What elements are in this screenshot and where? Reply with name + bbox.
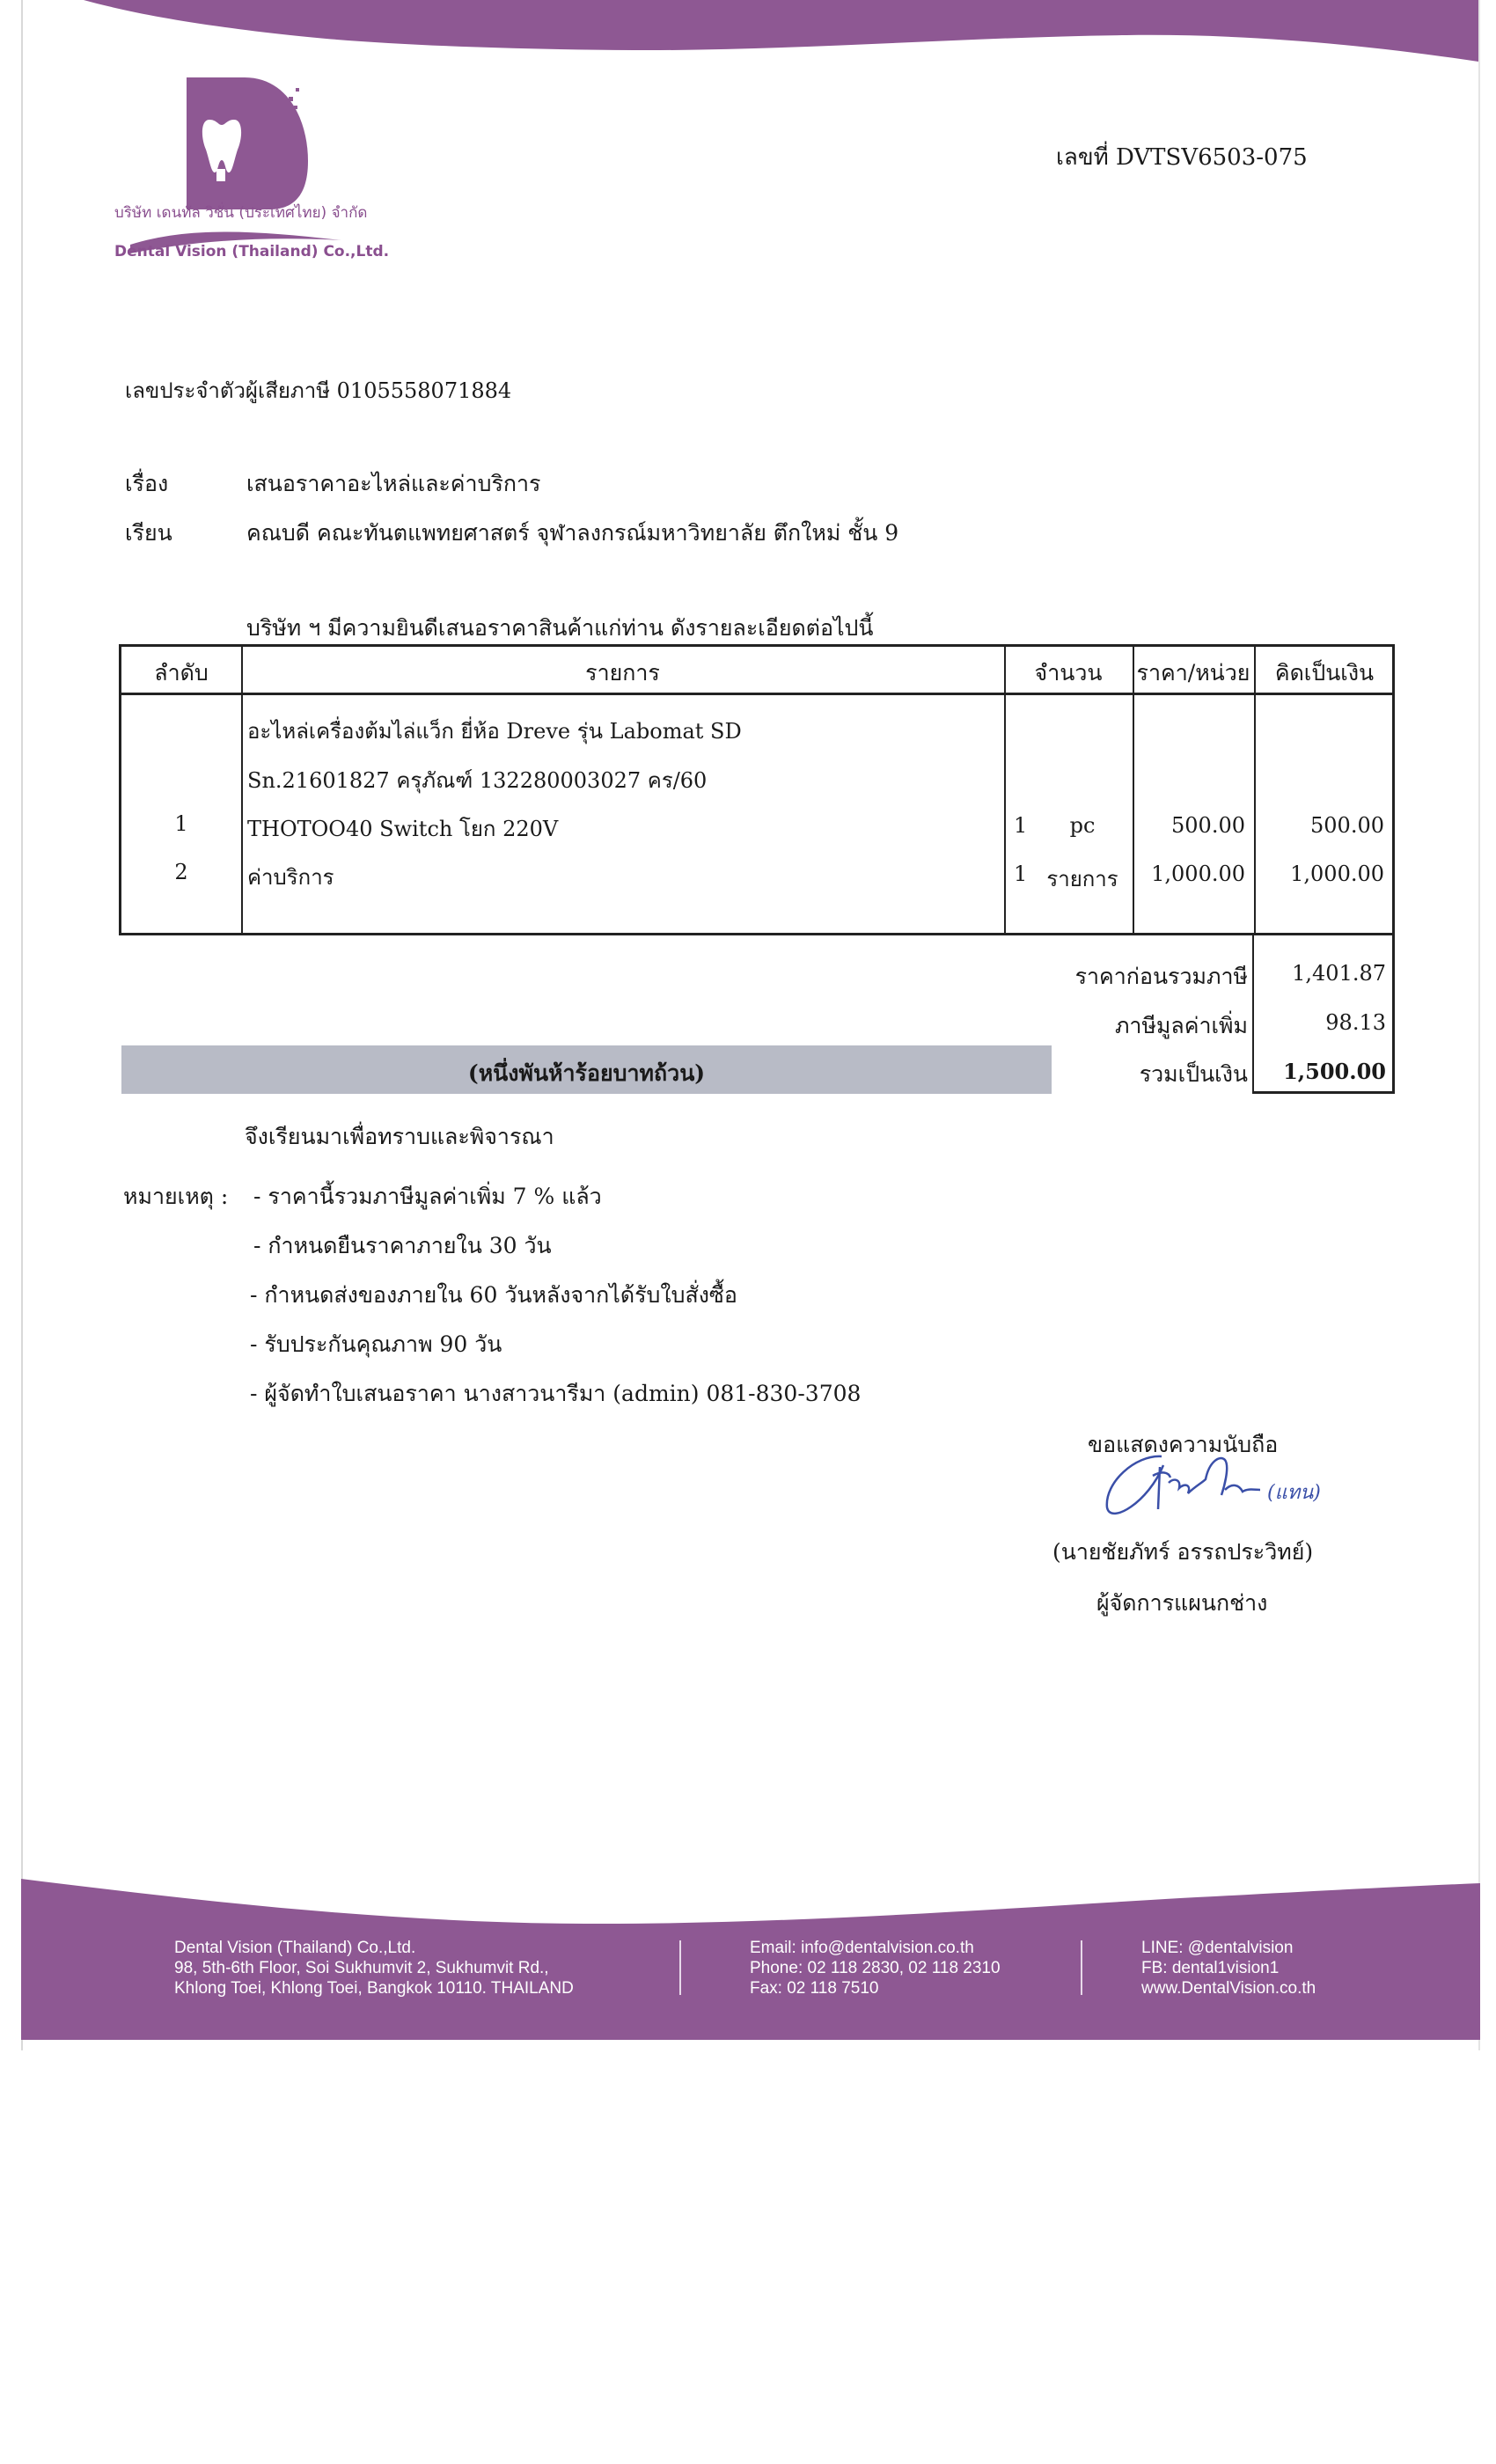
footer-contact	[750, 1938, 1001, 1998]
subtotal-value: 1,401.87	[1292, 961, 1386, 986]
footer-line-id: LINE: @dentalvision	[1141, 1939, 1294, 1957]
remark-item: - กำหนดส่งของภายใน 60 วันหลังจากได้รับใบสั่งซื้อ	[250, 1282, 737, 1308]
row-amount: 500.00	[1310, 813, 1384, 838]
intro-text: บริษัท ฯ มีความยินดีเสนอราคาสินค้าแก่ท่าน ดังรายละเอียดต่อไปนี้	[246, 615, 874, 641]
remark-item: - ผู้จัดทำใบเสนอราคา นางสาวนารีมา (admin) 081-830-3708	[250, 1381, 862, 1406]
total-in-words: (หนึ่งพันห้าร้อยบาทถ้วน)	[467, 1060, 706, 1086]
signer-title: ผู้จัดการแผนกช่าง	[1096, 1590, 1268, 1616]
header-unit-price: ราคา/หน่วย	[1136, 660, 1250, 686]
vat-label: ภาษีมูลค่าเพิ่ม	[1114, 1013, 1248, 1038]
page-edge-left	[21, 0, 23, 2050]
item-description-line: อะไหล่เครื่องต้มไล่แว็ก ยี่ห้อ Dreve รุ่น Labomat SD	[247, 719, 742, 744]
row-qty: 1	[1014, 813, 1028, 838]
row-unit: รายการ	[1046, 867, 1118, 891]
subject-label: เรื่อง	[125, 471, 169, 496]
total-label: รวมเป็นเงิน	[1139, 1061, 1248, 1087]
header-qty: จำนวน	[1034, 660, 1103, 686]
logo-company-name-th: บริษัท เดนทัล วิชั่น (ประเทศไทย) จำกัด	[114, 204, 368, 222]
recipient-label: เรียน	[125, 520, 172, 546]
footer-line: Khlong Toei, Khlong Toei, Bangkok 10110. THAILAND	[174, 1979, 574, 1998]
items-table	[119, 644, 1395, 935]
header-divider	[121, 693, 1392, 695]
footer-line: Dental Vision (Thailand) Co.,Ltd.	[174, 1939, 416, 1957]
logo-company-name-en: Dental Vision (Thailand) Co.,Ltd.	[114, 243, 390, 260]
footer-line: 98, 5th-6th Floor, Soi Sukhumvit 2, Sukhumvit Rd.,	[174, 1959, 549, 1977]
total-in-words-band	[121, 1045, 1052, 1094]
header-amount: คิดเป็นเงิน	[1274, 660, 1375, 686]
signature-note: (แทน)	[1267, 1482, 1321, 1504]
tooth-d-logo-icon	[113, 69, 368, 271]
footer-divider	[679, 1940, 681, 1995]
subtotal-label: ราคาก่อนรวมภาษี	[1074, 964, 1248, 989]
row-unit-price: 1,000.00	[1151, 862, 1245, 886]
row-qty: 1	[1014, 862, 1028, 886]
document-number: เลขที่ DVTSV6503-075	[1056, 144, 1308, 171]
vat-value: 98.13	[1325, 1010, 1386, 1035]
header-item: รายการ	[585, 660, 660, 686]
row-unit-price: 500.00	[1171, 813, 1245, 838]
footer-phone: Phone: 02 118 2830, 02 118 2310	[750, 1959, 1001, 1977]
remark-item: - รับประกันคุณภาพ 90 วัน	[250, 1331, 502, 1357]
row-amount: 1,000.00	[1290, 862, 1384, 886]
remarks-label: หมายเหตุ :	[123, 1184, 229, 1209]
footer-website: www.DentalVision.co.th	[1141, 1979, 1316, 1998]
header-band	[0, 0, 1496, 70]
subject-text: เสนอราคาอะไหล่และค่าบริการ	[246, 471, 541, 496]
footer-email: Email: info@dentalvision.co.th	[750, 1939, 974, 1957]
footer-divider	[1081, 1940, 1082, 1995]
regards-text: ขอแสดงความนับถือ	[1088, 1432, 1279, 1457]
footer-facebook: FB: dental1vision1	[1141, 1959, 1280, 1977]
remark-item: - กำหนดยืนราคาภายใน 30 วัน	[253, 1233, 552, 1258]
recipient-text: คณบดี คณะทันตแพทยศาสตร์ จุฬาลงกรณ์มหาวิทยาลัย ตึกใหม่ ชั้น 9	[246, 520, 899, 546]
signer-name: (นายชัยภัทร์ อรรถประวิทย์)	[1052, 1539, 1314, 1565]
total-value: 1,500.00	[1283, 1059, 1386, 1084]
row-item: THOTOO40 Switch โยก 220V	[247, 817, 559, 841]
tax-id: เลขประจำตัวผู้เสียภาษี 0105558071884	[125, 378, 512, 403]
row-no: 1	[174, 811, 188, 836]
footer-social	[1141, 1938, 1316, 1998]
row-unit: pc	[1069, 813, 1096, 838]
header-no: ลำดับ	[154, 660, 209, 686]
page-edge-right	[1478, 0, 1480, 2050]
footer-fax: Fax: 02 118 7510	[750, 1979, 879, 1998]
signature-image	[1100, 1448, 1355, 1522]
item-description-line: Sn.21601827 ครุภัณฑ์ 132280003027 คร/60	[247, 768, 708, 793]
row-no: 2	[174, 860, 188, 884]
closing-text: จึงเรียนมาเพื่อทราบและพิจารณา	[245, 1124, 554, 1149]
remark-item: - ราคานี้รวมภาษีมูลค่าเพิ่ม 7 % แล้ว	[253, 1184, 602, 1209]
row-item: ค่าบริการ	[247, 865, 334, 890]
footer-company	[174, 1938, 574, 1998]
